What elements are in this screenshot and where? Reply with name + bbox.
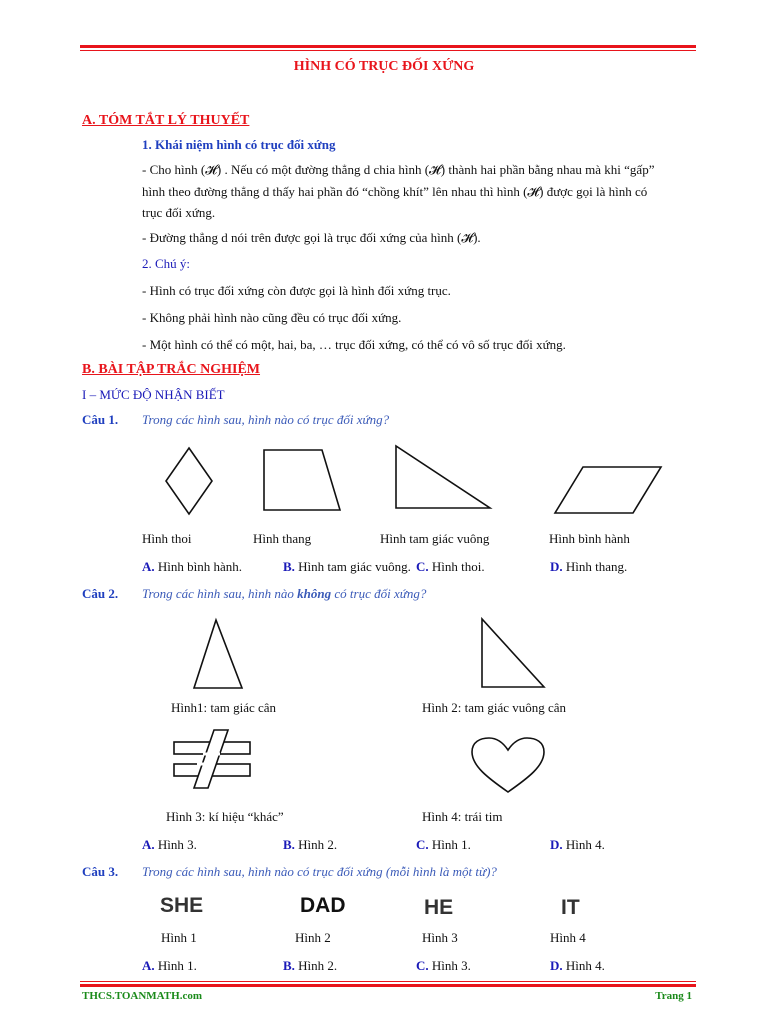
figure-caption: Hình 1 <box>161 930 197 945</box>
bottom-rule <box>80 984 696 987</box>
option-letter: B. <box>283 837 295 852</box>
option-text: Hình 2. <box>298 837 338 852</box>
question-text-part: có trục đối xứng? <box>331 586 427 601</box>
paragraph-line: hình theo đường thẳng d thấy hai phần đó “chồng khít” lên nhau thì hình (𝓗) được gọi là hình có <box>142 184 648 199</box>
answer-option-b[interactable] <box>283 958 337 974</box>
option-letter: D. <box>550 837 563 852</box>
question-number: Câu 2. <box>82 586 119 601</box>
paragraph-line: trục đối xứng. <box>142 205 216 220</box>
concept-heading: 1. Khái niệm hình có trục đối xứng <box>142 137 336 152</box>
footer-site-link[interactable]: THCS.TOANMATH.com <box>82 990 202 1002</box>
isosceles-triangle-figure <box>192 618 244 690</box>
figure-caption: Hình thoi <box>142 531 192 546</box>
option-letter: C. <box>416 837 429 852</box>
answer-option-b[interactable] <box>283 837 337 853</box>
heart-figure <box>470 736 546 794</box>
option-text: Hình 2. <box>298 958 338 973</box>
question-text: Trong các hình sau, hình nào có trục đối xứng (mỗi hình là một từ)? <box>142 864 497 879</box>
not-equal-sign-figure <box>172 728 252 790</box>
answer-option-c[interactable] <box>416 837 471 853</box>
answer-option-a[interactable] <box>142 958 197 974</box>
section-b-label: B. BÀI TẬP TRẮC NGHIỆM <box>82 362 261 377</box>
paragraph-line: - Cho hình (𝓗) . Nếu có một đường thẳng d chia hình (𝓗) thành hai phần bằng nhau mà khi “gấp” <box>142 162 655 177</box>
question-text: Trong các hình sau, hình nào có trục đối xứng? <box>142 412 390 427</box>
section-b-heading <box>82 362 260 378</box>
question-number: Câu 3. <box>82 864 119 879</box>
figure-caption: Hình 3 <box>422 930 458 945</box>
option-text: Hình 3. <box>431 958 471 973</box>
option-text: Hình 1. <box>431 837 471 852</box>
figure-caption: Hình 2 <box>295 930 331 945</box>
answer-option-a[interactable] <box>142 837 197 853</box>
right-triangle-figure <box>394 444 492 510</box>
figure-caption: Hình 4: trái tim <box>422 809 503 824</box>
word-text: DAD <box>300 894 346 917</box>
option-letter: A. <box>142 559 155 574</box>
section-a-heading <box>82 113 249 129</box>
word-figure-she <box>160 890 220 920</box>
level-heading: I – MỨC ĐỘ NHẬN BIẾT <box>82 387 225 402</box>
footer-page-number: Trang 1 <box>655 990 692 1002</box>
figure-caption: Hình 2: tam giác vuông cân <box>422 700 567 715</box>
word-text: IT <box>561 896 580 919</box>
word-text: SHE <box>160 894 204 917</box>
figure-caption: Hình thang <box>253 531 312 546</box>
page-title: HÌNH CÓ TRỤC ĐỐI XỨNG <box>293 59 475 74</box>
option-letter: B. <box>283 958 295 973</box>
option-text: Hình bình hành. <box>157 559 243 574</box>
option-text: Hình thoi. <box>431 559 485 574</box>
paragraph-line: - Đường thẳng d nói trên được gọi là trục đối xứng của hình (𝓗). <box>142 230 481 245</box>
option-letter: B. <box>283 559 295 574</box>
answer-option-d[interactable] <box>550 559 627 575</box>
figure-caption: Hình tam giác vuông <box>380 531 490 546</box>
note-line: - Không phải hình nào cũng đều có trục đối xứng. <box>142 310 402 325</box>
option-letter: A. <box>142 958 155 973</box>
option-letter: D. <box>550 958 563 973</box>
option-text: Hình 4. <box>565 958 605 973</box>
note-line: - Một hình có thể có một, hai, ba, … trục đối xứng, có thể có vô số trục đối xứng. <box>142 337 566 352</box>
top-rule <box>80 45 696 48</box>
note-heading: 2. Chú ý: <box>142 256 191 271</box>
figure-caption: Hình 4 <box>550 930 586 945</box>
option-letter: D. <box>550 559 563 574</box>
word-figure-he <box>424 892 474 922</box>
question-text-part: Trong các hình sau, hình nào <box>142 586 298 601</box>
bottom-rule-thin <box>80 981 696 982</box>
parallelogram-figure <box>553 465 663 515</box>
right-isosceles-triangle-figure <box>480 617 546 689</box>
option-text: Hình thang. <box>565 559 628 574</box>
figure-caption: Hình1: tam giác cân <box>171 700 277 715</box>
answer-option-d[interactable] <box>550 837 605 853</box>
section-a-label: A. TÓM TẮT LÝ THUYẾT <box>82 113 250 128</box>
answer-option-c[interactable] <box>416 958 471 974</box>
note-line: - Hình có trục đối xứng còn được gọi là hình đối xứng trục. <box>142 283 451 298</box>
figure-caption: Hình 3: kí hiệu “khác” <box>166 809 284 824</box>
option-text: Hình 4. <box>565 837 605 852</box>
option-letter: C. <box>416 958 429 973</box>
figure-caption: Hình bình hành <box>549 531 630 546</box>
question-text <box>142 586 426 602</box>
word-figure-dad <box>300 890 360 920</box>
option-text: Hình 3. <box>157 837 197 852</box>
word-text: HE <box>424 896 454 919</box>
rhombus-figure <box>164 446 214 516</box>
answer-option-c[interactable] <box>416 559 485 575</box>
answer-option-b[interactable] <box>283 559 411 575</box>
answer-option-a[interactable] <box>142 559 242 575</box>
option-letter: C. <box>416 559 429 574</box>
top-rule-thin <box>80 50 696 51</box>
question-emphasis: không <box>297 586 332 601</box>
option-text: Hình tam giác vuông. <box>298 559 411 574</box>
option-letter: A. <box>142 837 155 852</box>
option-text: Hình 1. <box>157 958 197 973</box>
word-figure-it <box>561 892 601 922</box>
answer-option-d[interactable] <box>550 958 605 974</box>
trapezoid-figure <box>262 448 342 512</box>
question-number: Câu 1. <box>82 412 119 427</box>
